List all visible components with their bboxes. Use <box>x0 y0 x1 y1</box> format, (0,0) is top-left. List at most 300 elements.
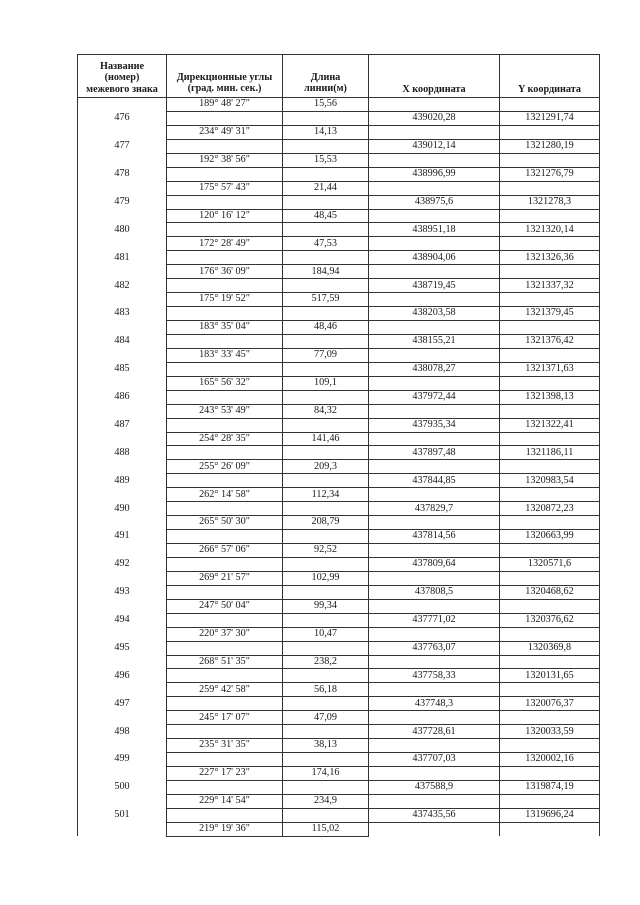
length-cell-empty <box>283 251 369 265</box>
direction-value: 255° 26' 09" <box>199 460 250 472</box>
y-coordinate-value: 1321376,42 <box>525 335 574 347</box>
x-cell-empty <box>369 98 500 112</box>
point-row <box>78 585 600 599</box>
direction-cell <box>167 655 283 669</box>
segment-row <box>78 794 600 808</box>
point-name-cell <box>78 307 167 321</box>
length-cell-empty <box>283 641 369 655</box>
x-coordinate-cell <box>369 753 500 767</box>
x-coordinate-cell <box>369 557 500 571</box>
point-name-cell <box>78 725 167 739</box>
name-cell-empty <box>78 627 167 641</box>
length-cell <box>283 794 369 808</box>
length-cell <box>283 125 369 139</box>
y-coordinate-cell <box>500 390 600 404</box>
y-coordinate-value: 1321280,19 <box>525 140 574 152</box>
point-name-value: 486 <box>114 391 130 403</box>
direction-cell <box>167 627 283 641</box>
point-name-cell <box>78 585 167 599</box>
point-name-value: 490 <box>114 502 130 514</box>
point-name-cell <box>78 697 167 711</box>
length-cell <box>283 739 369 753</box>
direction-cell <box>167 711 283 725</box>
x-cell-empty <box>369 683 500 697</box>
x-coordinate-cell <box>369 334 500 348</box>
segment-row <box>78 627 600 641</box>
length-cell <box>283 711 369 725</box>
segment-row <box>78 544 600 558</box>
direction-value: 219° 19' 36" <box>199 823 250 835</box>
length-cell-empty <box>283 808 369 822</box>
x-coordinate-value: 437588,9 <box>414 781 454 793</box>
y-coordinate-cell <box>500 307 600 321</box>
direction-cell <box>167 794 283 808</box>
x-coordinate-value: 437808,5 <box>414 586 454 598</box>
length-value: 238,2 <box>314 655 337 667</box>
y-coordinate-value: 1321337,32 <box>525 279 574 291</box>
y-coordinate-value: 1320376,62 <box>525 614 574 626</box>
y-coordinate-value: 1319874,19 <box>525 781 574 793</box>
point-row <box>78 557 600 571</box>
length-value: 14,13 <box>314 126 337 138</box>
name-cell-empty <box>78 376 167 390</box>
direction-cell-empty <box>167 474 283 488</box>
y-coordinate-value: 1321291,74 <box>525 112 574 124</box>
y-coordinate-cell <box>500 279 600 293</box>
point-name-value: 495 <box>114 641 130 653</box>
y-coordinate-cell <box>500 502 600 516</box>
point-name-value: 491 <box>114 530 130 542</box>
x-coordinate-value: 437935,34 <box>412 418 456 430</box>
x-coordinate-cell <box>369 641 500 655</box>
direction-cell <box>167 237 283 251</box>
direction-value: 254° 28' 35" <box>199 432 250 444</box>
direction-cell <box>167 432 283 446</box>
direction-cell <box>167 571 283 585</box>
direction-cell-empty <box>167 195 283 209</box>
y-coordinate-cell <box>500 474 600 488</box>
y-cell-empty <box>500 571 600 585</box>
x-coordinate-cell <box>369 362 500 376</box>
y-cell-empty <box>500 209 600 223</box>
direction-cell <box>167 98 283 112</box>
y-cell-empty <box>500 376 600 390</box>
y-cell-empty <box>500 516 600 530</box>
length-cell-empty <box>283 307 369 321</box>
point-name-value: 481 <box>114 251 130 263</box>
name-cell-empty <box>78 544 167 558</box>
x-coordinate-value: 437972,44 <box>412 391 456 403</box>
x-coordinate-value: 437897,48 <box>412 446 456 458</box>
segment-row <box>78 181 600 195</box>
y-coordinate-value: 1320663,99 <box>525 530 574 542</box>
point-row <box>78 195 600 209</box>
length-value: 38,13 <box>314 739 337 751</box>
point-name-cell <box>78 557 167 571</box>
direction-cell-empty <box>167 334 283 348</box>
direction-cell <box>167 767 283 781</box>
direction-cell <box>167 293 283 307</box>
direction-value: 183° 35' 04" <box>199 321 250 333</box>
y-coordinate-cell <box>500 167 600 181</box>
y-cell-empty <box>500 794 600 808</box>
x-coordinate-cell <box>369 474 500 488</box>
point-name-cell <box>78 530 167 544</box>
point-name-value: 477 <box>114 140 130 152</box>
segment-row <box>78 376 600 390</box>
y-cell-empty <box>500 767 600 781</box>
x-cell-empty <box>369 293 500 307</box>
length-cell-empty <box>283 669 369 683</box>
y-coordinate-cell <box>500 808 600 822</box>
segment-row <box>78 571 600 585</box>
x-cell-empty <box>369 794 500 808</box>
length-cell <box>283 599 369 613</box>
x-coordinate-cell <box>369 446 500 460</box>
point-name-cell <box>78 167 167 181</box>
y-cell-empty <box>500 599 600 613</box>
segment-row <box>78 822 600 836</box>
y-coordinate-value: 1321276,79 <box>525 168 574 180</box>
point-name-value: 494 <box>114 614 130 626</box>
name-cell-empty <box>78 488 167 502</box>
length-cell-empty <box>283 530 369 544</box>
x-coordinate-cell <box>369 195 500 209</box>
name-cell-empty <box>78 822 167 836</box>
x-coordinate-cell <box>369 279 500 293</box>
length-value: 102,99 <box>311 572 340 584</box>
x-coordinate-value: 437771,02 <box>412 614 456 626</box>
x-coordinate-cell <box>369 251 500 265</box>
length-cell <box>283 683 369 697</box>
point-name-cell <box>78 780 167 794</box>
direction-value: 234° 49' 31" <box>199 126 250 138</box>
x-cell-empty <box>369 544 500 558</box>
y-cell-empty <box>500 488 600 502</box>
direction-value: 165° 56' 32" <box>199 377 250 389</box>
point-row <box>78 502 600 516</box>
length-cell-empty <box>283 557 369 571</box>
x-cell-empty <box>369 209 500 223</box>
length-value: 84,32 <box>314 404 337 416</box>
direction-cell <box>167 376 283 390</box>
point-row <box>78 334 600 348</box>
length-value: 48,46 <box>314 321 337 333</box>
segment-row <box>78 153 600 167</box>
direction-value: 175° 19' 52" <box>199 293 250 305</box>
name-cell-empty <box>78 125 167 139</box>
point-row <box>78 223 600 237</box>
x-cell-empty <box>369 348 500 362</box>
length-cell-empty <box>283 362 369 376</box>
y-coordinate-cell <box>500 195 600 209</box>
point-row <box>78 167 600 181</box>
direction-cell-empty <box>167 530 283 544</box>
y-coordinate-cell <box>500 669 600 683</box>
x-cell-empty <box>369 376 500 390</box>
length-cell <box>283 181 369 195</box>
header-direction-text: Дирекционные углы (град. мин. сек.) <box>176 71 273 95</box>
y-coordinate-cell <box>500 418 600 432</box>
x-coordinate-cell <box>369 780 500 794</box>
x-coordinate-cell <box>369 669 500 683</box>
length-cell-empty <box>283 446 369 460</box>
header-name <box>78 55 167 98</box>
y-coordinate-value: 1320872,23 <box>525 502 574 514</box>
direction-value: 243° 53' 49" <box>199 404 250 416</box>
length-value: 234,9 <box>314 795 337 807</box>
y-coordinate-cell <box>500 223 600 237</box>
direction-cell-empty <box>167 502 283 516</box>
x-coordinate-value: 437728,61 <box>412 725 456 737</box>
direction-value: 245° 17' 07" <box>199 711 250 723</box>
name-cell-empty <box>78 153 167 167</box>
direction-cell <box>167 265 283 279</box>
length-cell <box>283 571 369 585</box>
y-coordinate-cell <box>500 139 600 153</box>
direction-cell <box>167 209 283 223</box>
direction-value: 172° 28' 49" <box>199 237 250 249</box>
point-row <box>78 641 600 655</box>
length-cell-empty <box>283 334 369 348</box>
name-cell-empty <box>78 237 167 251</box>
x-cell-empty <box>369 153 500 167</box>
length-value: 209,3 <box>314 460 337 472</box>
x-coordinate-value: 437763,07 <box>412 641 456 653</box>
x-coordinate-cell <box>369 613 500 627</box>
x-cell-empty <box>369 767 500 781</box>
direction-value: 189° 48' 27" <box>199 98 250 110</box>
direction-cell <box>167 125 283 139</box>
x-cell-empty <box>369 460 500 474</box>
name-cell-empty <box>78 516 167 530</box>
y-coordinate-cell <box>500 530 600 544</box>
direction-value: 262° 14' 58" <box>199 488 250 500</box>
header-name-text: Название (номер) межевого знака <box>86 60 158 95</box>
y-cell-empty <box>500 265 600 279</box>
point-name-cell <box>78 474 167 488</box>
direction-cell-empty <box>167 753 283 767</box>
y-coordinate-cell <box>500 557 600 571</box>
y-cell-empty <box>500 321 600 335</box>
length-value: 77,09 <box>314 349 337 361</box>
point-name-cell <box>78 334 167 348</box>
direction-cell <box>167 683 283 697</box>
length-cell-empty <box>283 195 369 209</box>
point-name-value: 500 <box>114 781 130 793</box>
name-cell-empty <box>78 209 167 223</box>
length-cell-empty <box>283 725 369 739</box>
point-row <box>78 725 600 739</box>
direction-cell-empty <box>167 139 283 153</box>
header-row <box>78 55 600 98</box>
length-cell <box>283 627 369 641</box>
y-coordinate-value: 1321326,36 <box>525 251 574 263</box>
point-name-value: 484 <box>114 335 130 347</box>
x-coordinate-value: 437829,7 <box>414 502 454 514</box>
x-cell-empty <box>369 181 500 195</box>
point-name-cell <box>78 418 167 432</box>
point-name-value: 492 <box>114 558 130 570</box>
y-cell-empty <box>500 655 600 669</box>
length-cell <box>283 237 369 251</box>
y-coordinate-cell <box>500 362 600 376</box>
segment-row <box>78 98 600 112</box>
name-cell-empty <box>78 98 167 112</box>
x-coordinate-value: 437809,64 <box>412 558 456 570</box>
direction-cell <box>167 822 283 836</box>
x-coordinate-cell <box>369 167 500 181</box>
point-name-cell <box>78 641 167 655</box>
y-cell-empty <box>500 432 600 446</box>
point-row <box>78 474 600 488</box>
point-name-cell <box>78 279 167 293</box>
direction-value: 120° 16' 12" <box>199 209 250 221</box>
point-name-value: 489 <box>114 474 130 486</box>
direction-cell-empty <box>167 808 283 822</box>
x-cell-empty <box>369 237 500 251</box>
x-coordinate-value: 437707,03 <box>412 753 456 765</box>
length-value: 48,45 <box>314 209 337 221</box>
name-cell-empty <box>78 348 167 362</box>
y-coordinate-value: 1321379,45 <box>525 307 574 319</box>
direction-cell-empty <box>167 613 283 627</box>
name-cell-empty <box>78 321 167 335</box>
length-cell-empty <box>283 613 369 627</box>
x-cell-empty <box>369 655 500 669</box>
point-name-value: 478 <box>114 168 130 180</box>
length-cell <box>283 293 369 307</box>
name-cell-empty <box>78 293 167 307</box>
point-name-value: 483 <box>114 307 130 319</box>
length-cell-empty <box>283 780 369 794</box>
segment-row <box>78 404 600 418</box>
length-cell <box>283 655 369 669</box>
direction-cell-empty <box>167 557 283 571</box>
name-cell-empty <box>78 432 167 446</box>
direction-value: 220° 37' 30" <box>199 627 250 639</box>
y-cell-empty <box>500 348 600 362</box>
length-value: 15,53 <box>314 154 337 166</box>
point-name-value: 496 <box>114 669 130 681</box>
length-cell-empty <box>283 585 369 599</box>
y-cell-empty <box>500 460 600 474</box>
length-value: 115,02 <box>311 823 340 835</box>
y-coordinate-cell <box>500 613 600 627</box>
direction-cell-empty <box>167 223 283 237</box>
segment-row <box>78 516 600 530</box>
y-coordinate-value: 1320131,65 <box>525 669 574 681</box>
x-coordinate-value: 437844,85 <box>412 474 456 486</box>
length-value: 99,34 <box>314 600 337 612</box>
header-y <box>500 55 600 98</box>
y-coordinate-cell <box>500 251 600 265</box>
length-cell-empty <box>283 223 369 237</box>
point-name-value: 476 <box>114 112 130 124</box>
y-cell-empty <box>500 544 600 558</box>
x-coordinate-value: 438078,27 <box>412 363 456 375</box>
direction-value: 266° 57' 06" <box>199 544 250 556</box>
direction-cell <box>167 404 283 418</box>
direction-cell <box>167 181 283 195</box>
x-coordinate-cell <box>369 725 500 739</box>
y-cell-empty <box>500 683 600 697</box>
y-coordinate-cell <box>500 334 600 348</box>
length-value: 47,53 <box>314 237 337 249</box>
y-coordinate-cell <box>500 697 600 711</box>
length-value: 208,79 <box>311 516 340 528</box>
length-value: 109,1 <box>314 377 337 389</box>
direction-cell-empty <box>167 111 283 125</box>
length-value: 10,47 <box>314 627 337 639</box>
x-coordinate-value: 437758,33 <box>412 669 456 681</box>
point-row <box>78 111 600 125</box>
x-coordinate-cell <box>369 530 500 544</box>
point-name-cell <box>78 808 167 822</box>
header-x-text: X координата <box>402 83 466 95</box>
length-cell-empty <box>283 753 369 767</box>
y-cell-empty <box>500 739 600 753</box>
direction-cell <box>167 516 283 530</box>
header-x <box>369 55 500 98</box>
x-cell-empty <box>369 125 500 139</box>
y-coordinate-value: 1320468,62 <box>525 586 574 598</box>
x-coordinate-value: 439012,14 <box>412 140 456 152</box>
point-name-cell <box>78 223 167 237</box>
segment-row <box>78 237 600 251</box>
y-coordinate-cell <box>500 446 600 460</box>
point-row <box>78 390 600 404</box>
point-row <box>78 279 600 293</box>
segment-row <box>78 460 600 474</box>
direction-cell <box>167 739 283 753</box>
y-cell-empty <box>500 153 600 167</box>
y-coordinate-value: 1321322,41 <box>525 418 574 430</box>
y-cell-empty <box>500 237 600 251</box>
x-coordinate-cell <box>369 697 500 711</box>
y-coordinate-value: 1321278,3 <box>527 195 572 207</box>
direction-value: 265° 50' 30" <box>199 516 250 528</box>
point-row <box>78 753 600 767</box>
x-cell-empty <box>369 432 500 446</box>
direction-cell <box>167 348 283 362</box>
direction-cell-empty <box>167 279 283 293</box>
length-value: 47,09 <box>314 711 337 723</box>
point-name-cell <box>78 502 167 516</box>
x-cell-empty <box>369 404 500 418</box>
name-cell-empty <box>78 181 167 195</box>
name-cell-empty <box>78 599 167 613</box>
point-row <box>78 362 600 376</box>
length-cell-empty <box>283 474 369 488</box>
header-y-text: Y координата <box>518 83 581 95</box>
direction-value: 227° 17' 23" <box>199 767 250 779</box>
point-row <box>78 530 600 544</box>
direction-cell-empty <box>167 780 283 794</box>
x-coordinate-value: 437435,56 <box>412 809 456 821</box>
header-direction <box>167 55 283 98</box>
name-cell-empty <box>78 767 167 781</box>
direction-value: 247° 50' 04" <box>199 600 250 612</box>
point-name-value: 479 <box>114 195 130 207</box>
x-coordinate-value: 438975,6 <box>414 195 454 207</box>
x-coordinate-cell <box>369 418 500 432</box>
name-cell-empty <box>78 655 167 669</box>
length-cell-empty <box>283 502 369 516</box>
direction-cell-empty <box>167 251 283 265</box>
point-name-cell <box>78 390 167 404</box>
point-name-value: 498 <box>114 725 130 737</box>
